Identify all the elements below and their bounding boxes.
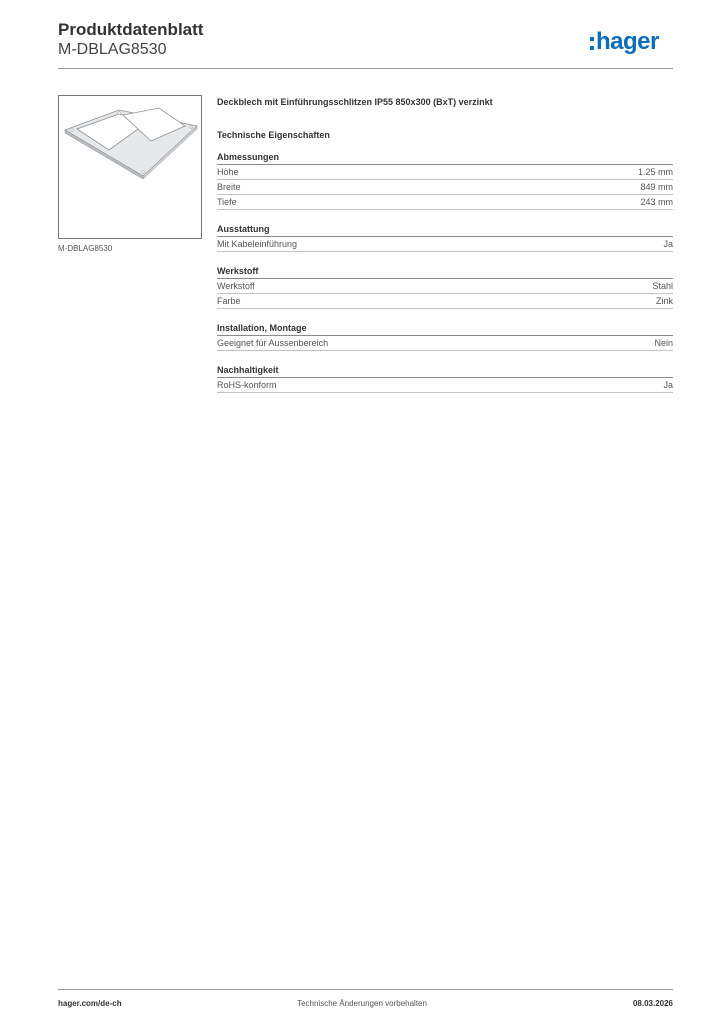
- group-title: Ausstattung: [217, 223, 673, 237]
- logo-dots-icon: [590, 37, 594, 50]
- property-label: Breite: [217, 182, 241, 192]
- header-divider: [58, 68, 673, 69]
- property-label: Geeignet für Aussenbereich: [217, 338, 329, 348]
- footer-notice: Technische Änderungen vorbehalten: [297, 999, 427, 1008]
- group-title: Nachhaltigkeit: [217, 364, 673, 378]
- property-label: Farbe: [217, 296, 241, 306]
- property-row: [217, 237, 673, 252]
- property-row: [217, 336, 673, 351]
- group-sustainability: [217, 364, 673, 393]
- property-row: [217, 180, 673, 195]
- property-value: 1.25 mm: [637, 167, 673, 177]
- footer-date: 08.03.2026: [632, 999, 673, 1008]
- property-value: Nein: [654, 338, 673, 348]
- property-value: Stahl: [652, 281, 673, 291]
- property-row: [217, 378, 673, 393]
- property-value: 243 mm: [640, 197, 673, 207]
- property-row: [217, 294, 673, 309]
- product-description: Deckblech mit Einführungsschlitzen IP55 850x300 (BxT) verzinkt: [217, 97, 493, 107]
- property-value: Zink: [655, 296, 673, 306]
- cover-plate-with-slots-illustration-icon: [59, 96, 201, 238]
- group-title: Abmessungen: [217, 151, 673, 165]
- group-equipment: [217, 223, 673, 252]
- group-installation: [217, 322, 673, 351]
- image-caption: M-DBLAG8530: [58, 244, 113, 253]
- property-label: Mit Kabeleinführung: [217, 239, 298, 249]
- property-value: 849 mm: [640, 182, 673, 192]
- section-heading: Technische Eigenschaften: [217, 130, 330, 140]
- group-material: [217, 265, 673, 309]
- article-number: M-DBLAG8530: [58, 41, 167, 58]
- property-value: Ja: [663, 239, 673, 249]
- group-dimensions: [217, 151, 673, 210]
- property-label: RoHS-konform: [217, 380, 277, 390]
- product-image: [58, 95, 202, 239]
- footer-divider: [58, 989, 673, 990]
- property-label: Werkstoff: [217, 281, 255, 291]
- group-title: Installation, Montage: [217, 322, 673, 336]
- page-title: Produktdatenblatt: [58, 20, 204, 39]
- product-details: [217, 96, 673, 393]
- property-row: [217, 165, 673, 180]
- footer-website-link[interactable]: hager.com/de-ch: [58, 999, 122, 1008]
- group-title: Werkstoff: [217, 265, 673, 279]
- property-label: Höhe: [217, 167, 239, 177]
- property-row: [217, 195, 673, 210]
- property-value: Ja: [663, 380, 673, 390]
- property-label: Tiefe: [217, 197, 237, 207]
- logo-text: hager: [596, 28, 659, 55]
- property-row: [217, 279, 673, 294]
- hager-logo: [590, 28, 674, 56]
